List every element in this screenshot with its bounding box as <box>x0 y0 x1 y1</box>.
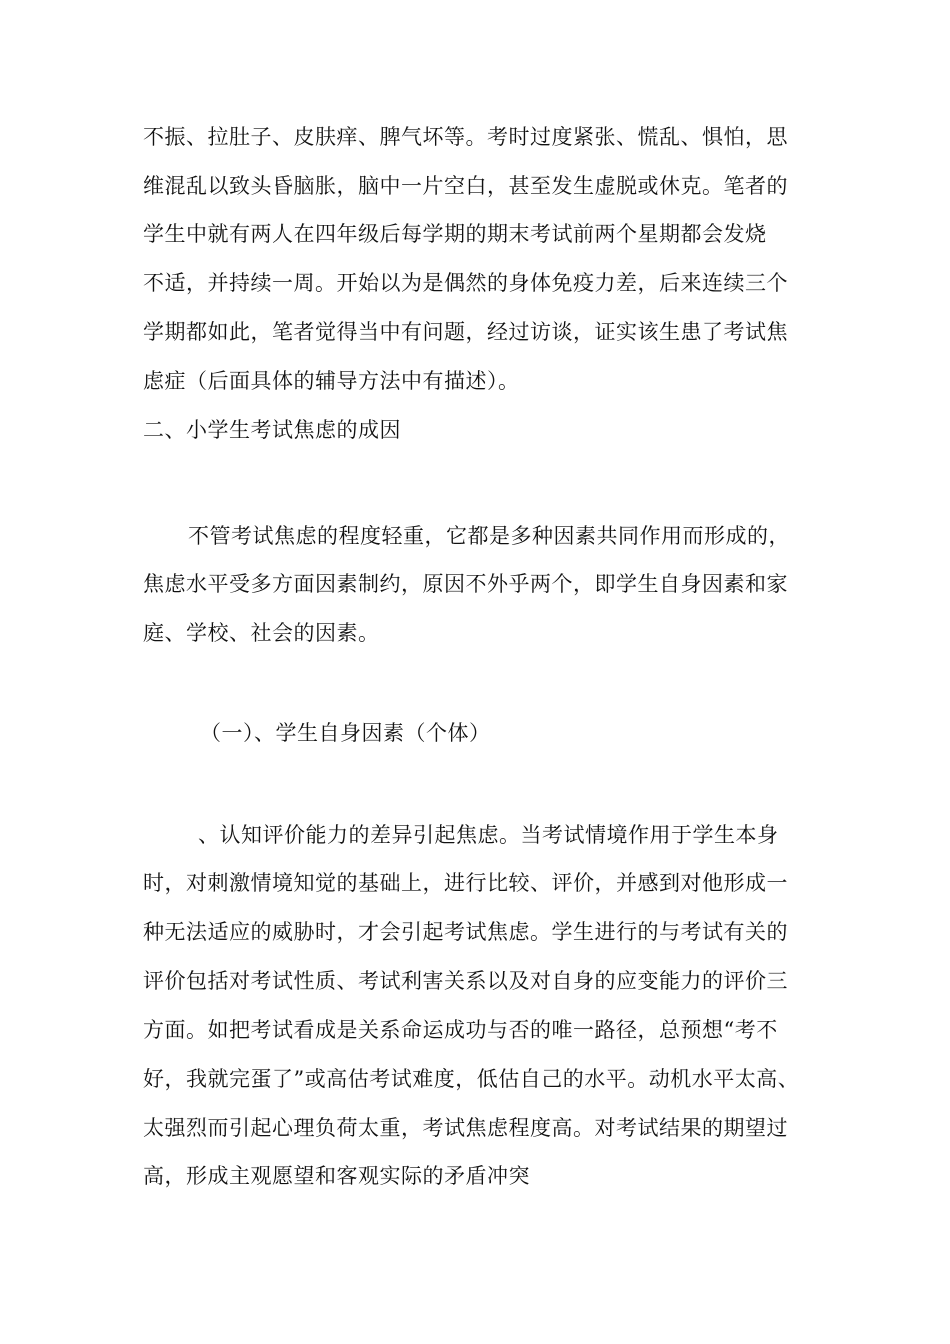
paragraph-line: 学生中就有两人在四年级后每学期的期末考试前两个星期都会发烧 <box>143 222 767 246</box>
paragraph-line: 不适，并持续一周。开始以为是偶然的身体免疫力差，后来连续三个 <box>143 271 788 295</box>
paragraph-line: 种无法适应的威胁时，才会引起考试焦虑。学生进行的与考试有关的 <box>143 920 788 944</box>
paragraph-line: 太强烈而引起心理负荷太重，考试焦虑程度高。对考试结果的期望过 <box>143 1116 788 1140</box>
paragraph-line: 好，我就完蛋了”或高估考试难度，低估自己的水平。动机水平太高、 <box>143 1067 800 1091</box>
paragraph-line: 高，形成主观愿望和客观实际的矛盾冲突 <box>143 1164 530 1188</box>
paragraph-line: 、认知评价能力的差异引起焦虑。当考试情境作用于学生本身 <box>198 823 779 847</box>
paragraph-line: 焦虑水平受多方面因素制约，原因不外乎两个，即学生自身因素和家 <box>143 572 788 596</box>
paragraph-line: 虑症（后面具体的辅导方法中有描述）。 <box>143 369 520 393</box>
paragraph-line: 学期都如此，笔者觉得当中有问题，经过访谈，证实该生患了考试焦 <box>143 320 788 344</box>
paragraph-line: 不振、拉肚子、皮肤痒、脾气坏等。考时过度紧张、慌乱、惧怕，思 <box>143 125 788 149</box>
paragraph-line: 时，对刺激情境知觉的基础上，进行比较、评价，并感到对他形成一 <box>143 871 788 895</box>
section-heading: 二、小学生考试焦虑的成因 <box>143 418 401 442</box>
paragraph-line: 庭、学校、社会的因素。 <box>143 621 380 645</box>
subsection-heading: （一）、学生自身因素（个体） <box>200 721 491 745</box>
paragraph-line: 方面。如把考试看成是关系命运成功与否的唯一路径，总预想“考不 <box>143 1018 778 1042</box>
paragraph-line: 维混乱以致头昏脑胀，脑中一片空白，甚至发生虚脱或休克。笔者的 <box>143 174 788 198</box>
paragraph-line: 不管考试焦虑的程度轻重，它都是多种因素共同作用而形成的， <box>188 524 790 548</box>
paragraph-line: 评价包括对考试性质、考试利害关系以及对自身的应变能力的评价三 <box>143 969 788 993</box>
